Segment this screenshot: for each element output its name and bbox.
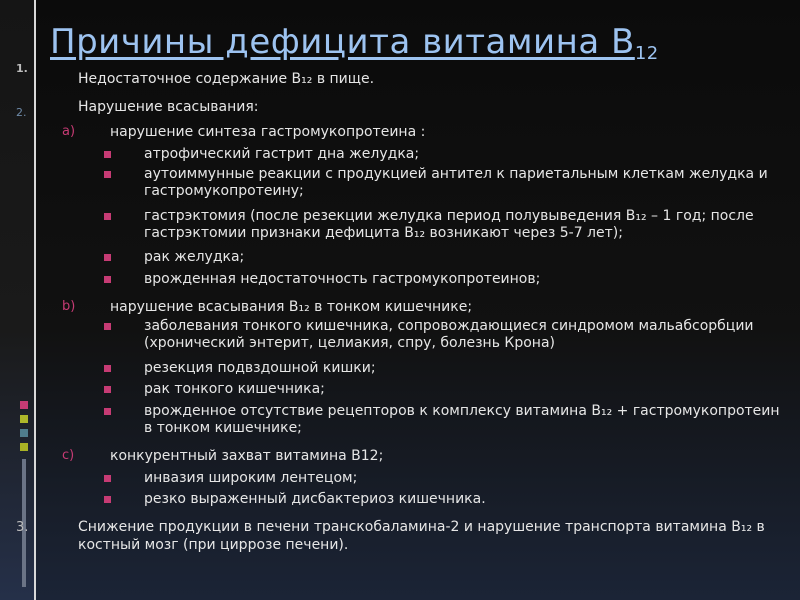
group-heading: нарушение синтеза гастромукопротеина :	[110, 124, 426, 140]
bullet-square-icon	[104, 386, 111, 393]
decor-square	[20, 429, 28, 437]
list-item: резекция подвздошной кишки;	[144, 360, 376, 376]
intro-item: Недостаточное содержание В₁₂ в пище.	[78, 71, 375, 87]
bullet-square-icon	[104, 408, 111, 415]
list-item: рак желудка;	[144, 249, 245, 265]
group-marker: c)	[62, 448, 75, 463]
left-rail	[0, 0, 34, 600]
bullet-square-icon	[104, 171, 111, 178]
vertical-divider	[34, 0, 36, 600]
list-item: резко выраженный дисбактериоз кишечника.	[144, 491, 486, 507]
slide-title-subscript: 12	[634, 43, 659, 64]
bullet-square-icon	[104, 365, 111, 372]
intro-item: Нарушение всасывания:	[78, 99, 259, 115]
bullet-square-icon	[104, 475, 111, 482]
slide-title-text: Причины дефицита витамина В	[50, 22, 635, 62]
list-item: атрофический гастрит дна желудка;	[144, 146, 420, 162]
list-item: заболевания тонкого кишечника, сопровождающиеся синдромом мальабсорбции (хронический энтерит, целиакия, спру, болезнь Крона)	[144, 318, 754, 351]
bullet-square-icon	[104, 254, 111, 261]
decor-square	[20, 401, 28, 409]
decor-square	[20, 443, 28, 451]
bullet-square-icon	[104, 151, 111, 158]
list-number: 1.	[16, 62, 28, 75]
list-item: гастрэктомия (после резекции желудка период полувыведения В₁₂ – 1 год; после гастрэктомии признаки дефицита В₁₂ возникают через 5-7 лет);	[144, 208, 754, 241]
decor-square	[20, 415, 28, 423]
group-marker: b)	[62, 299, 76, 314]
list-item: рак тонкого кишечника;	[144, 381, 325, 397]
list-item: врожденная недостаточность гастромукопротеинов;	[144, 271, 541, 287]
group-marker: a)	[62, 124, 76, 139]
slide-title	[50, 22, 659, 64]
group-heading: конкурентный захват витамина В12;	[110, 448, 384, 464]
bullet-square-icon	[104, 323, 111, 330]
bullet-square-icon	[104, 496, 111, 503]
list-item: аутоиммунные реакции с продукцией антител к париетальным клеткам желудка и гастромукопротеину;	[144, 166, 768, 199]
bullet-square-icon	[104, 276, 111, 283]
bullet-square-icon	[104, 213, 111, 220]
list-number: 2.	[16, 106, 27, 119]
group-heading: нарушение всасывания В₁₂ в тонком кишечнике;	[110, 299, 473, 315]
list-item: врожденное отсутствие рецепторов к комплексу витамина В₁₂ + гастромукопротеин в тонком кишечнике;	[144, 403, 780, 436]
list-item: инвазия широким лентецом;	[144, 470, 358, 486]
list-number: 3.	[16, 520, 29, 535]
closing-item: Снижение продукции в печени транскобаламина-2 и нарушение транспорта витамина В₁₂ в костный мозг (при циррозе печени).	[78, 519, 765, 554]
